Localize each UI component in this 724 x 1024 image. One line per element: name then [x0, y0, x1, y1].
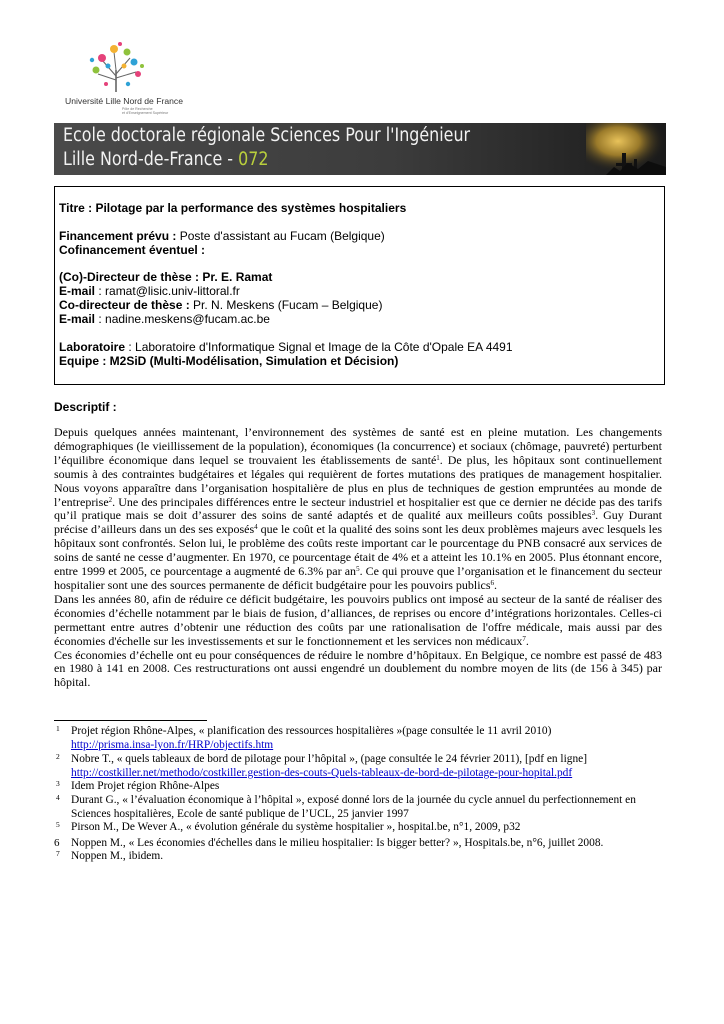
footnote-number: 4	[56, 792, 60, 802]
logo-sub-line1: Pôle de Recherche	[122, 107, 153, 111]
codirector-label: Co-directeur de thèse :	[59, 298, 194, 312]
footnote-text: Pirson M., De Wever A., « évolution générale du système hospitalier », hospital.be, n°1, 2009, p32	[71, 821, 521, 834]
footnote-text: Durant G., « l’évaluation économique à l’hôpital », exposé donné lors de la journée du cycle annuel du perfectionnement en Sciences hospitalières, Ecole de santé publique de l’UCL, 25 janvier 1997	[71, 793, 636, 820]
tree-logo-icon	[84, 40, 148, 100]
footnote-number: 3	[56, 779, 60, 789]
cofunding-line: Cofinancement éventuel :	[59, 243, 206, 257]
codirector-value: Pr. N. Meskens (Fucam – Belgique)	[193, 298, 383, 312]
footnote-text: Projet région Rhône-Alpes, « planification des ressources hospitalières »(page consultée le 11 avril 2010)	[71, 725, 552, 737]
footnote-separator	[54, 720, 207, 721]
footnote-5	[54, 821, 664, 835]
footnote-2	[54, 753, 664, 780]
paragraph-text: . Ce qui prouve que l’organisation et le financement du secteur hospitalier sont une des sources permanente de déficit budgétaire pour les pouvoirs publics	[54, 564, 662, 592]
laboratory-line	[59, 340, 513, 354]
email-label: E-mail	[59, 312, 96, 326]
footnote-link[interactable]: http://costkiller.net/methodo/costkiller.gestion-des-couts-Quels-tableaux-de-bord-de-pilotage-pour-hopital.pdf	[71, 766, 573, 779]
paragraph-text: . De plus, les hôpitaux sont continuellement soumis à des contraintes budgétaires et légales qui requièrent de fortes mutations des pratiques de management hospitalier. Nous voyons apparaître dans l’organisation hospitalière de plus en plus de techniques de gestion empruntées au monde de l’entreprise	[54, 452, 663, 509]
paragraph-3: Ces économies d’échelle ont eu pour conséquences de réduire le nombre d’hôpitaux. En Belgique, ce nombre est passé de 483 en 1980 à 141 en 2008. Ces restructurations ont aussi engendré un doublement du nombre moyen de lits (de 156 à 345) par hôpital.	[54, 647, 662, 690]
paragraph-text: . Une des principales différences entre le secteur industriel et hospitalier est que ce dernier ne décide pas des tarifs qu’il pratique mais se doit d’assurer des soins de santé adaptés et de qualité aux meilleurs coûts possibles	[54, 494, 662, 523]
footnote-number: 1	[56, 724, 60, 733]
codirector-line	[59, 298, 382, 312]
laboratory-value: : Laboratoire d'Informatique Signal et Image de la Côte d'Opale EA 4491	[125, 340, 513, 354]
paragraph-text: Depuis quelques années maintenant, l’environnement des systèmes de santé est en pleine mutation. Les changements démographiques (le vieillissement de la population), économiques (la concurrence) et sociaux (chômage, pauvreté) perturbent l’équilibre économique dans lequel se trouvaient les établissements de santé	[54, 425, 662, 467]
banner-subtitle	[63, 149, 268, 170]
university-logo	[54, 40, 194, 120]
footnote-ref[interactable]: 7	[522, 634, 526, 643]
codirector-email-line	[59, 312, 270, 326]
logo-subtitle	[122, 107, 192, 115]
paragraph-text: . Guy Durant précise d’ailleurs dans un des ses exposés	[54, 508, 662, 537]
paragraph-text: Dans les années 80, afin de réduire ce déficit budgétaire, les pouvoirs publics ont imposé au secteur de la santé de réaliser des économies d’échelle notamment par le biais de fusion, d’alliances, de reprises ou encore d’intégrations horizontales. Celles-ci permettant entre autres d’obtenir une réduction des coûts par une rationalisation de l'offre médicale, mais aussi par des économies d'échelle sur les investissements et sur le fonctionnement et les services non médicaux	[54, 591, 662, 648]
paragraph-2	[54, 593, 662, 649]
footnote-number: 6	[54, 836, 60, 849]
paragraph-text: que le coût et la qualité des soins sont les deux problèmes majeurs avec lesquels les hôpitaux sont confrontés. Selon lui, le problème des coûts reste important car le pourcentage du PNB consacré aux services de soins de santé ne cesse d’augmenter. En 1970, ce pourcentage était de 4% et a atteint les 10.1% en 2005. Plus étonnant encore, entre 1999 et 2005, ce pourcentage a augmenté de 6.3% par an	[54, 522, 662, 579]
director-email: : ramat@lisic.univ-littoral.fr	[95, 284, 240, 298]
director-line: (Co)-Directeur de thèse : Pr. E. Ramat	[59, 270, 273, 284]
footnote-text: Idem Projet région Rhône-Alpes	[71, 780, 220, 793]
funding-line	[59, 229, 385, 243]
footnote-ref[interactable]: 6	[490, 578, 495, 587]
laboratory-label: Laboratoire	[59, 340, 126, 354]
team-line: Equipe : M2SiD (Multi-Modélisation, Simulation et Décision)	[59, 354, 399, 368]
banner-subtitle-text: Lille Nord-de-France -	[63, 149, 239, 170]
banner-decoration-icon	[586, 123, 666, 175]
footnote-6	[54, 837, 664, 851]
footnotes	[54, 725, 664, 864]
footnote-ref[interactable]: 5	[356, 565, 360, 574]
footnote-4	[54, 794, 664, 821]
logo-sub-line2: et d'Enseignement Supérieur	[122, 111, 169, 115]
paragraph-1	[54, 426, 662, 593]
paragraph-text: .	[494, 577, 498, 592]
footnote-number: 5	[56, 820, 60, 830]
banner-number: 072	[238, 149, 269, 170]
footnote-link[interactable]: http://prisma.insa-lyon.fr/HRP/objectifs.htm	[71, 738, 274, 751]
description-heading: Descriptif :	[54, 400, 117, 414]
footnote-ref[interactable]: 4	[254, 523, 258, 532]
funding-label: Financement prévu :	[59, 229, 180, 243]
footnote-number: 7	[56, 849, 60, 859]
title-line: Titre : Pilotage par la performance des systèmes hospitaliers	[59, 201, 407, 215]
footnote-3	[54, 780, 664, 794]
banner-title: Ecole doctorale régionale Sciences Pour l'Ingénieur	[63, 125, 471, 146]
paragraph-text: .	[525, 633, 529, 648]
description-body	[54, 426, 662, 690]
footnote-ref[interactable]: 1	[436, 453, 440, 462]
doctoral-school-banner	[54, 123, 666, 175]
thesis-info-box	[54, 186, 665, 385]
footnote-1	[54, 725, 664, 752]
director-email-line	[59, 284, 240, 298]
codirector-email: : nadine.meskens@fucam.ac.be	[95, 312, 270, 326]
footnote-text: Noppen M., ibidem.	[71, 850, 164, 863]
footnote-ref[interactable]: 3	[591, 509, 596, 518]
footnote-ref[interactable]: 2	[108, 495, 113, 504]
email-label: E-mail	[59, 284, 96, 298]
footnote-text: Noppen M., « Les économies d'échelles dans le milieu hospitalier: Is bigger better? », Hospitals.be, n°6, juillet 2008.	[71, 836, 604, 849]
footnote-number: 2	[56, 752, 60, 762]
logo-name: Université Lille Nord de France	[65, 96, 183, 106]
footnote-7	[54, 850, 664, 864]
footnote-text: Nobre T., « quels tableaux de bord de pilotage pour l’hôpital », (page consultée le 24 février 2011), [pdf en ligne]	[71, 753, 587, 766]
funding-value: Poste d'assistant au Fucam (Belgique)	[179, 229, 385, 243]
